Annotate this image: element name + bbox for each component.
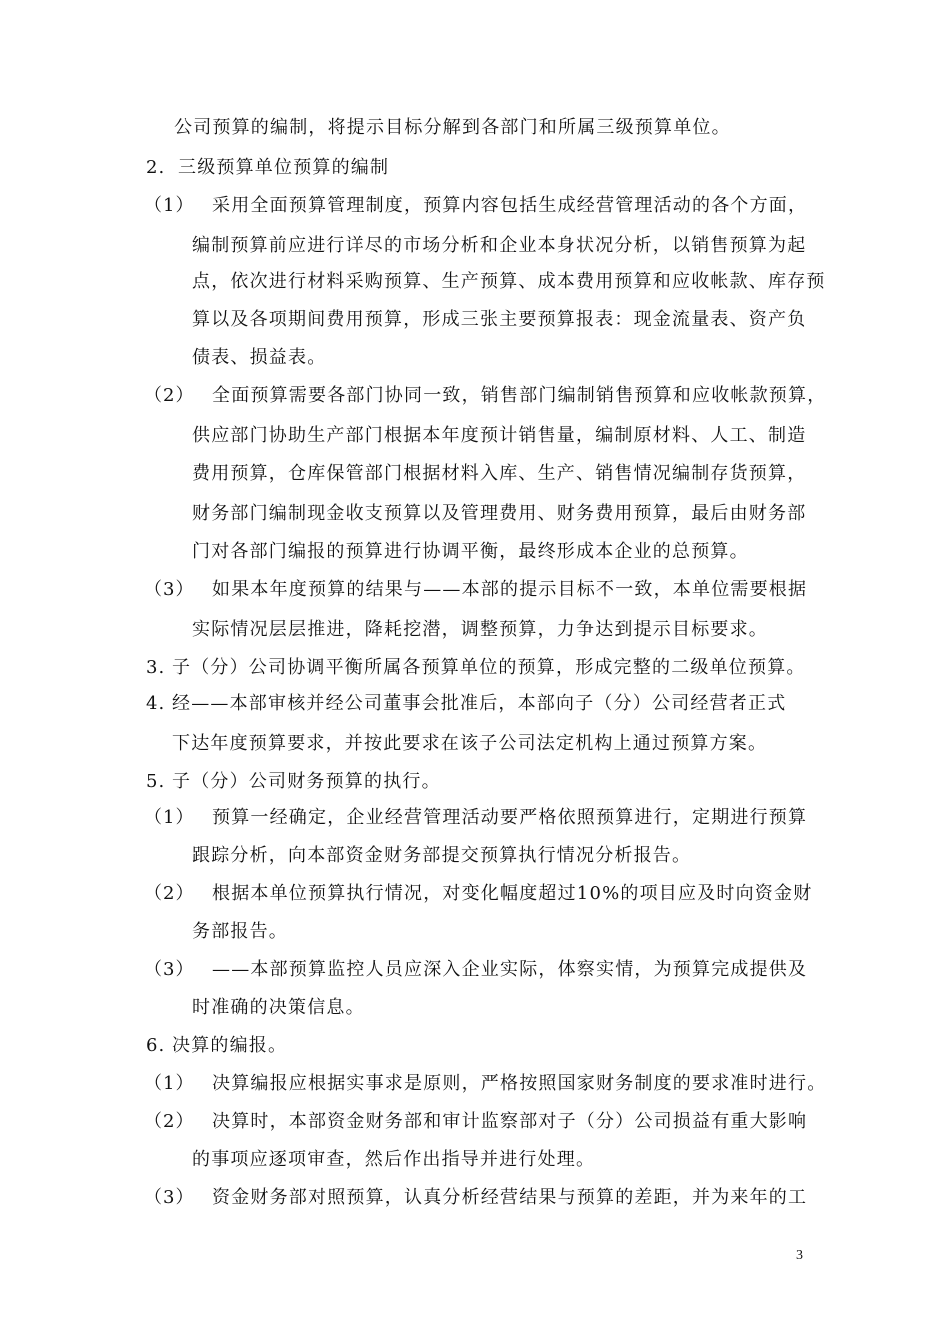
list-marker: （2） xyxy=(144,883,195,904)
text-line: 务部报告。 xyxy=(192,921,288,942)
text-line: 决算编报应根据实事求是原则，严格按照国家财务制度的要求准时进行。 xyxy=(212,1073,827,1094)
list-marker: 5. xyxy=(146,771,166,792)
text-line: 编制预算前应进行详尽的市场分析和企业本身状况分析，以销售预算为起 xyxy=(192,235,807,256)
text-line: 根据本单位预算执行情况，对变化幅度超过10%的项目应及时向资金财 xyxy=(212,883,813,904)
list-marker: 2. xyxy=(146,157,166,178)
text-line: 时准确的决策信息。 xyxy=(192,997,365,1018)
text-line: 决算的编报。 xyxy=(172,1035,288,1056)
page-number: 3 xyxy=(796,1248,803,1263)
list-marker: （3） xyxy=(144,579,195,600)
text-line: ——本部预算监控人员应深入企业实际，体察实情，为预算完成提供及 xyxy=(212,959,808,980)
list-marker: （1） xyxy=(144,1073,195,1094)
list-marker: 4. xyxy=(146,693,166,714)
text-line: 子（分）公司财务预算的执行。 xyxy=(172,771,441,792)
text-line: 算以及各项期间费用预算，形成三张主要预算报表：现金流量表、资产负 xyxy=(192,309,807,330)
text-line: 资金财务部对照预算，认真分析经营结果与预算的差距，并为来年的工 xyxy=(212,1187,808,1208)
list-marker: （2） xyxy=(144,1111,195,1132)
text-line: 实际情况层层推进，降耗挖潜，调整预算，力争达到提示目标要求。 xyxy=(192,619,768,640)
list-marker: （1） xyxy=(144,807,195,828)
list-marker: （1） xyxy=(144,195,195,216)
text-line: 子（分）公司协调平衡所属各预算单位的预算，形成完整的二级单位预算。 xyxy=(172,657,806,678)
list-marker: （3） xyxy=(144,959,195,980)
text-line: 公司预算的编制，将提示目标分解到各部门和所属三级预算单位。 xyxy=(174,117,731,138)
text-line: 费用预算，仓库保管部门根据材料入库、生产、销售情况编制存货预算， xyxy=(192,463,807,484)
text-line: 下达年度预算要求，并按此要求在该子公司法定机构上通过预算方案。 xyxy=(172,733,768,754)
list-marker: 3. xyxy=(146,657,166,678)
list-marker: （3） xyxy=(144,1187,195,1208)
text-line: 点，依次进行材料采购预算、生产预算、成本费用预算和应收帐款、库存预 xyxy=(192,271,826,292)
text-line: 经——本部审核并经公司董事会批准后，本部向子（分）公司经营者正式 xyxy=(172,693,787,714)
text-line: 决算时，本部资金财务部和审计监察部对子（分）公司损益有重大影响 xyxy=(212,1111,808,1132)
text-line: 全面预算需要各部门协同一致，销售部门编制销售预算和应收帐款预算， xyxy=(212,385,827,406)
text-line: 三级预算单位预算的编制 xyxy=(178,157,390,178)
text-line: 债表、损益表。 xyxy=(192,347,327,368)
text-line: 采用全面预算管理制度，预算内容包括生成经营管理活动的各个方面， xyxy=(212,195,808,216)
text-line: 跟踪分析，向本部资金财务部提交预算执行情况分析报告。 xyxy=(192,845,692,866)
text-line: 预算一经确定，企业经营管理活动要严格依照预算进行，定期进行预算 xyxy=(212,807,808,828)
text-line: 供应部门协助生产部门根据本年度预计销售量，编制原材料、人工、制造 xyxy=(192,425,807,446)
text-line: 的事项应逐项审查，然后作出指导并进行处理。 xyxy=(192,1149,596,1170)
text-line: 财务部门编制现金收支预算以及管理费用、财务费用预算，最后由财务部 xyxy=(192,503,807,524)
list-marker: （2） xyxy=(144,385,195,406)
text-line: 门对各部门编报的预算进行协调平衡，最终形成本企业的总预算。 xyxy=(192,541,749,562)
text-line: 如果本年度预算的结果与——本部的提示目标不一致，本单位需要根据 xyxy=(212,579,808,600)
list-marker: 6. xyxy=(146,1035,166,1056)
